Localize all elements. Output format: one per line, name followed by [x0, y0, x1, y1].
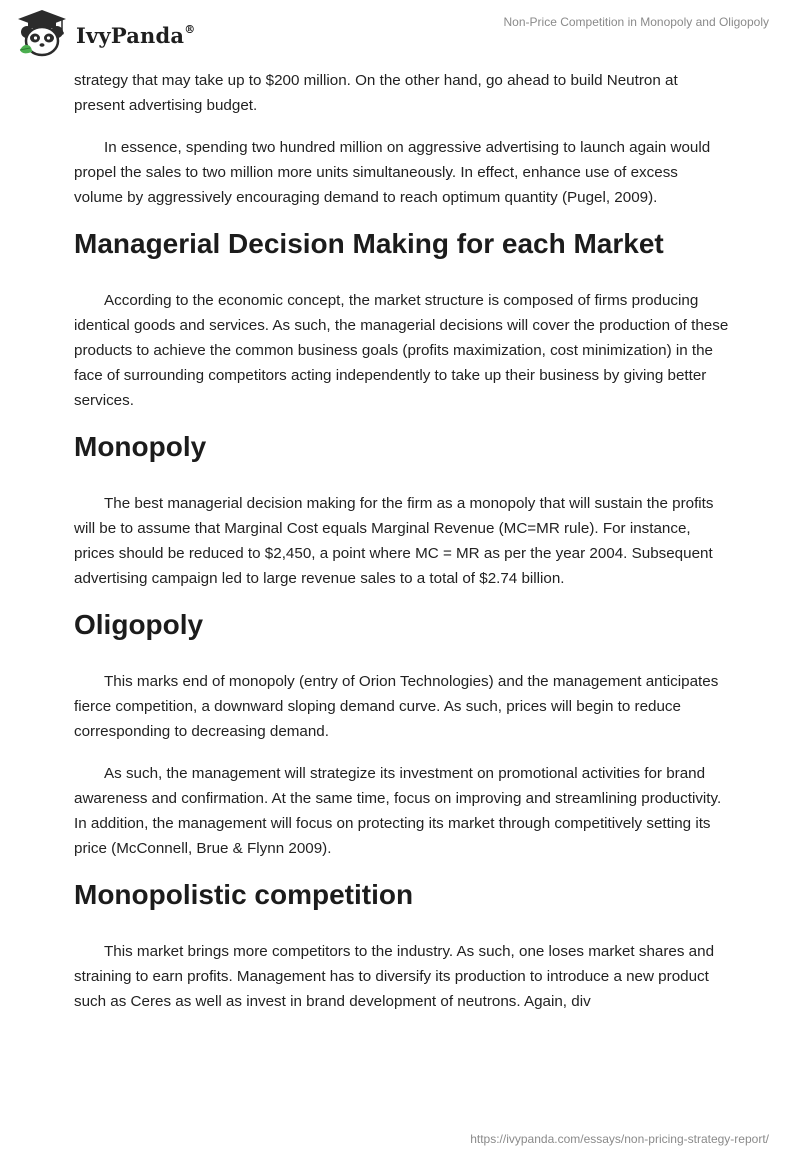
document-title: Non-Price Competition in Monopoly and Oligopoly [503, 15, 769, 29]
paragraph: According to the economic concept, the market structure is composed of firms producing identical goods and services. As such, the managerial decisions will cover the production of these products to achieve the common business goals (profits maximization, cost minimization) in the face of surrounding competitors acting independently to take up their business by giving better services. [74, 292, 729, 409]
page-header [0, 0, 800, 70]
section-heading: Monopoly [74, 431, 207, 462]
panda-graduate-icon [16, 8, 68, 58]
section-heading: Managerial Decision Making for each Market [74, 228, 664, 259]
paragraph: strategy that may take up to $200 million. On the other hand, go ahead to build Neutron at present advertising budget. [74, 72, 678, 114]
essay-body [74, 68, 730, 1031]
paragraph: In essence, spending two hundred million on aggressive advertising to launch again would propel the sales to two million more units simultaneously. In effect, enhance use of excess volume by aggressively encouraging demand to reach optimum quantity (Pugel, 2009). [74, 139, 711, 206]
paragraph: As such, the management will strategize its investment on promotional activities for brand awareness and confirmation. At the same time, focus on improving and streamlining productivity. In addition, the management will focus on protecting its market through competitively setting its price (McConnell, Brue & Flynn 2009). [74, 765, 722, 857]
source-url[interactable]: https://ivypanda.com/essays/non-pricing-strategy-report/ [470, 1132, 769, 1146]
paragraph: This market brings more competitors to the industry. As such, one loses market shares and straining to earn profits. Management has to diversify its production to introduce a new product such as Ceres as well as invest in brand development of neutrons. Again, div [74, 943, 715, 1010]
paragraph: This marks end of monopoly (entry of Orion Technologies) and the management anticipates fierce competition, a downward sloping demand curve. As such, prices will begin to reduce corresponding to decreasing demand. [74, 673, 719, 740]
paragraph: The best managerial decision making for the firm as a monopoly that will sustain the profits will be to assume that Marginal Cost equals Marginal Revenue (MC=MR rule). For instance, prices should be reduced to $2,450, a point where MC = MR as per the year 2004. Subsequent advertising campaign led to large revenue sales to a total of $2.74 billion. [74, 495, 714, 587]
ivypanda-logo[interactable] [16, 8, 195, 58]
brand-name: IvyPanda® [76, 22, 196, 48]
section-heading: Oligopoly [74, 609, 204, 640]
section-heading: Monopolistic competition [74, 879, 414, 910]
